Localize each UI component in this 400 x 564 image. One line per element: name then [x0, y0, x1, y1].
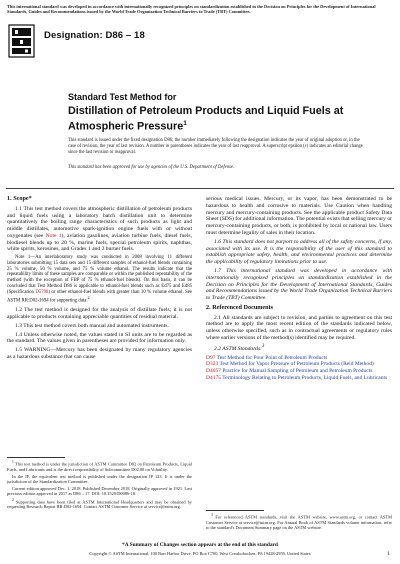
- designation: Designation: D86 – 18: [44, 30, 145, 41]
- footnote-1: $^1$ This test method is under the jurisdiction of ASTM Committee D02 on Petroleum Products, Liquid Fuels, and Lubricants and is the direct responsibility of Subcommittee D02.08 on Volatility.: [7, 460, 192, 472]
- title-main: [68, 105, 368, 133]
- footnote-divider-right: [206, 510, 264, 511]
- para-1-5-continued: serious medical issues. Mercury, or its vapor, has been demonstrated to be hazardous to health and corrosive to materials. Use Caution when handling mercury and mercury-containing products. See the applicable product Safety Data Sheet (SDS) for additional information. The potential exists that selling mercury or mercury-containing products, or both, is prohibited by local or national law. Users must determine legality of sales in their location.: [206, 196, 393, 236]
- footnote-1b: In the IP, the equivalent test method is published under the designation IP 123. It is under the jurisdiction of the Standardization Committee.: [7, 473, 192, 484]
- header-divider: [6, 188, 394, 189]
- reference-item[interactable]: D4175 Terminology Relating to Petroleum Products, Liquid Fuels, and Lubricants: [206, 374, 388, 381]
- referenced-documents-heading: 2. Referenced Documents: [206, 303, 274, 311]
- title-line-2: Distillation of Petroleum Products and Liquid Fuels at: [68, 105, 344, 117]
- para-1-1: 1.1 This test method covers the atmospheric distillation of petroleum products and liquid fuels using a laboratory batch distillation unit to determine quantitatively the boiling range characteristics of such products as light and middle distillates, automotive spark-ignition engine fuels with or without oxygenates (see Note 1), aviation gasolines, aviation turbine fuels, diesel fuels, biodiesel blends up to 20 %, marine fuels, special petroleum spirits, naphthas, white spirits, kerosines, and Grades 1 and 2 burner fuels.: [7, 205, 192, 253]
- title-footnote-marker: 1: [183, 119, 187, 127]
- reference-list: [206, 355, 392, 381]
- para-1-2: 1.2 The test method is designed for the analysis of distillate fuels; it is not applicable to products containing appreciable quantities of residual material.: [7, 306, 192, 320]
- footnote-1c: Current edition approved Dec. 1, 2018. Published December 2018. Originally approved in 1921. Last previous edition approved in 2017 as D86 – 17. DOI: 10.1520/D0086-18.: [7, 485, 192, 496]
- note-1: Note 1—An interlaboratory study was conducted in 2008 involving 11 different laboratories submitting 15 data sets and 15 different samples of ethanol-fuel blends containing 25 % volume, 50 % volume, and 75 % volume ethanol. The results indicate that the repeatability limits of these samples are comparable or within the published repeatability of the method (with the exception of FBP of 75 % ethanol-fuel blends). On this basis, it can be concluded that Test Method D86 is applicable to ethanol-fuel blends such as Ed75 and Ed85 (Specification D5798) or other ethanol-fuel blends with greater than 10 % volume ethanol. See ASTM RR:D02-1694 for supporting data.$^2$: [7, 255, 192, 304]
- reference-item[interactable]: D323 Test Method for Vapor Pressure of Petroleum Products (Reid Method): [206, 361, 374, 368]
- issued-note: This standard is issued under the fixed designation D86; the number immediately following the designation indicates the year of original adoption or, in the case of revision, the year of last revision. A number in parentheses indicates the year of last reapproval. A superscript epsilon (ε) indicates an editorial change since the last revision or reapproval.: [68, 138, 363, 155]
- para-1-6: 1.6 This standard does not purport to address all of the safety concerns, if any, associated with its use. It is the responsibility of the user of this standard to establish appropriate safety, health, and environmental practices and determine the applicability of regulatory limitations prior to use.: [206, 238, 392, 266]
- wto-banner: This international standard was developed in accordance with internationally recognized principles on standardization established in the Decision on Principles for the Development of International Standards, Guides and Recommendations issued by the World Trade Organization Technical Barriers to Trade (TBT) Committee.: [7, 4, 376, 15]
- footnote-3: $^3$ For referenced ASTM standards, visit the ASTM website, www.astm.org, or contact ASTM Customer Service at service@astm.org. For Annual Book of ASTM Standards volume information, refer to the standard's Document Summary page on the ASTM website.: [206, 513, 392, 530]
- reference-item[interactable]: D4057 Practice for Manual Sampling of Petroleum and Petroleum Products: [206, 368, 373, 375]
- para-1-3: 1.3 This test method covers both manual and automated instruments.: [15, 322, 169, 329]
- d5798-link[interactable]: D5798: [35, 289, 49, 295]
- footnotes-right: [206, 513, 392, 532]
- scope-heading: 1. Scope*: [7, 195, 32, 202]
- left-column: [7, 196, 192, 363]
- footnote-divider-left: [7, 457, 65, 458]
- para-2-2: 2.2 ASTM Standards:$^3$: [214, 343, 265, 352]
- note-1-link[interactable]: Note 1: [45, 232, 62, 239]
- title-line-1: Standard Test Method for: [68, 92, 177, 102]
- copyright-line: Copyright © ASTM International, 100 Barr Harbor Drive, PO Box C700, West Conshohocken, PA 19428-2959. United States: [89, 551, 311, 556]
- summary-of-changes-note: *A Summary of Changes section appears at the end of this standard: [122, 542, 278, 548]
- para-2-1: 2.1 All standards are subject to revision, and parties to agreement on this test method are to apply the most recent edition of the standards indicated below, unless otherwise specified, such as in contractual agreements or regulatory rules where earlier versions of the method(s) identified may be required.: [206, 314, 392, 341]
- title-block: [68, 92, 368, 133]
- title-line-3: Atmospheric Pressure: [68, 120, 184, 133]
- page-number: 1: [387, 551, 390, 557]
- astm-logo-icon: [8, 24, 35, 58]
- para-1-5: 1.5 WARNING—Mercury has been designated by many regulatory agencies as a hazardous substance that can cause: [7, 347, 192, 361]
- para-1-4: 1.4 Unless otherwise noted, the values stated in SI units are to be regarded as the standard. The values given in parentheses are provided for information only.: [7, 331, 192, 345]
- approved-note: This standard has been approved for use by agencies of the U.S. Department of Defense.: [68, 165, 235, 170]
- right-column: [206, 196, 392, 382]
- reference-item[interactable]: D97 Test Method for Pour Point of Petroleum Products: [206, 354, 328, 361]
- footnotes-left: [7, 460, 192, 511]
- footnote-2: $^2$ Supporting data have been filed at ASTM International Headquarters and may be obtained by requesting Research Report RR:D02-1694. Contact ASTM Customer Service at service@astm.org.: [7, 497, 192, 510]
- para-1-7: 1.7 This international standard was developed in accordance with internationally recognized principles on standardization established in the Decision on Principles for the Development of International Standards, Guides and Recommendations issued by the World Trade Organization Technical Barriers to Trade (TBT) Committee.: [206, 268, 392, 302]
